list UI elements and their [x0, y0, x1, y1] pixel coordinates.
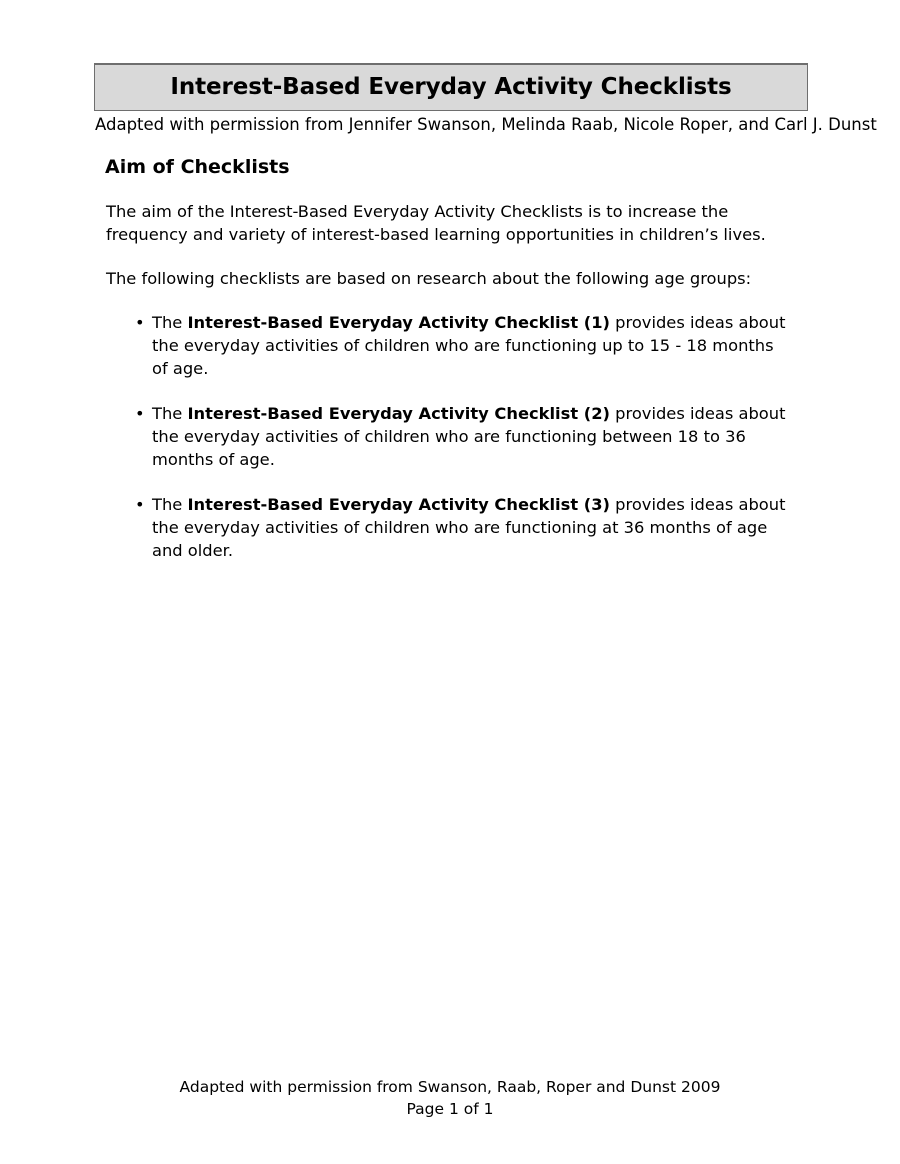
footer-credit: Adapted with permission from Swanson, Raab, Roper and Dunst 2009 [179, 1078, 721, 1096]
page-title: Interest-Based Everyday Activity Checklists [170, 74, 732, 100]
attribution-line: Adapted with permission from Jennifer Swanson, Melinda Raab, Nicole Roper, and Carl J. Dunst [95, 115, 877, 134]
list-item [106, 311, 790, 380]
checklist-bullet-list [106, 311, 790, 562]
bullet-tail-text: provides ideas about the everyday activities of children who are functioning up to 15 - 18 months of age. [152, 313, 786, 378]
bullet-lead-text: The [152, 495, 188, 514]
list-item [106, 493, 790, 562]
document-body [106, 200, 790, 562]
bullet-tail-text: provides ideas about the everyday activities of children who are functioning between 18 to 36 months of age. [152, 404, 786, 469]
paragraph-aim: The aim of the Interest-Based Everyday Activity Checklists is to increase the frequency and variety of interest-based learning opportunities in children’s lives. [106, 202, 766, 244]
section-heading-aim-of-checklists: Aim of Checklists [105, 156, 290, 178]
title-banner [94, 63, 808, 111]
bullet-icon: • [135, 313, 145, 332]
list-item [106, 402, 790, 471]
footer-page-number: Page 1 of 1 [406, 1100, 494, 1118]
bullet-lead-text: The [152, 313, 188, 332]
bullet-tail-text: provides ideas about the everyday activities of children who are functioning at 36 months of age and older. [152, 495, 786, 560]
page-footer [0, 1076, 900, 1120]
bullet-checklist-name: Interest-Based Everyday Activity Checklist (2) [187, 404, 610, 423]
bullet-checklist-name: Interest-Based Everyday Activity Checklist (1) [187, 313, 610, 332]
bullet-lead-text: The [152, 404, 188, 423]
paragraph-age-groups-intro: The following checklists are based on research about the following age groups: [106, 269, 752, 288]
bullet-icon: • [135, 495, 145, 514]
bullet-checklist-name: Interest-Based Everyday Activity Checklist (3) [187, 495, 610, 514]
bullet-icon: • [135, 404, 145, 423]
